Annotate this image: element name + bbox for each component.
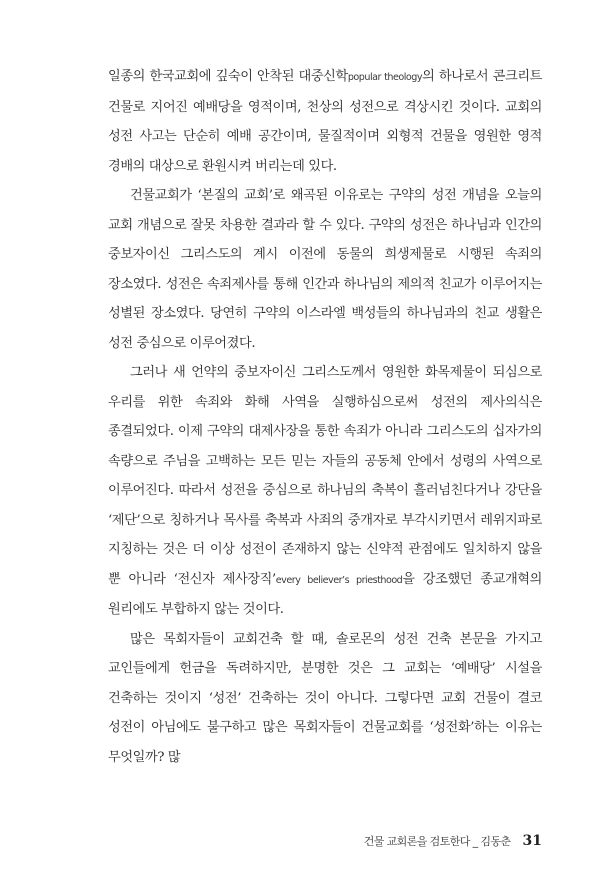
- paragraph-text: 일종의 한국교회에 깊숙이 안착된 대중신학: [108, 69, 348, 84]
- paragraph: [108, 62, 542, 181]
- paragraph: [108, 358, 542, 625]
- paragraph-text: 많은 목회자들이 교회건축 할 때, 솔로몬의 성전 건축 본문을 가지고 교인들에게 헌금을 독려하지만, 분명한 것은 그 교회는 ‘예배당’ 시설을 건축하는 것이지 ‘성전’ 건축하는 것이 아니다. 그렇다면 교회 건물이 결코 성전이 아님에도 불구하고 많은 목회자들이 건물교회를 ‘성전화’하는 이유는 무엇일까? 많: [108, 631, 542, 765]
- paragraph-text: 그러나 새 언약의 중보자이신 그리스도께서 영원한 화목제물이 되심으로 우리를 위한 속죄와 화해 사역을 실행하심으로써 성전의 제사의식은 종결되었다. 이제 구약의 대제사장을 통한 속죄가 아니라 그리스도의 십자가의 속량으로 주님을 고백하는 모든 믿는 자들의 공동체 안에서 성령의 사역으로 이루어진다. 따라서 성전을 중심으로 하나님의 축복이 흘러넘친다거나 강단을 ‘제단’으로 칭하거나 목사를 축복과 사죄의 중개자로 부각시키면서 레위지파로 지칭하는 것은 더 이상 성전이 존재하지 않는 신약적 관점에도 일치하지 않을 뿐 아니라 ‘전신자 제사장직’: [108, 365, 542, 587]
- page-number: 31: [522, 833, 542, 849]
- english-gloss: popular theology: [347, 72, 423, 83]
- paragraph: [108, 181, 542, 358]
- english-gloss: every believer’s priesthood: [275, 574, 403, 586]
- paragraph-text: 을 강조했던 종교개혁의 원리에도 부합하지 않는 것이다.: [108, 571, 542, 617]
- paragraph-text: 의 하나로서 콘크리트 건물로 지어진 예배당을 영적이며, 천상의 성전으로 격상시킨 것이다. 교회의 성전 사고는 단순히 예배 공간이며, 물질적이며 외형적 건물을 영원한 영적 경배의 대상으로 환원시켜 버리는데 있다.: [108, 69, 542, 174]
- page-footer: [330, 833, 542, 855]
- paragraph-text: 건물교회가 ‘본질의 교회’로 왜곡된 이유로는 구약의 성전 개념을 오늘의 교회 개념으로 잘못 차용한 결과라 할 수 있다. 구약의 성전은 하나님과 인간의 중보자이신 그리스도의 계시 이전에 동물의 희생제물로 시행된 속죄의 장소였다. 성전은 속죄제사를 통해 인간과 하나님의 제의적 친교가 이루어지는 성별된 장소였다. 당연히 구약의 이스라엘 백성들의 하나님과의 친교 생활은 성전 중심으로 이루어졌다.: [108, 188, 542, 351]
- body-text: [108, 62, 542, 772]
- running-title: 건물 교회론을 검토한다 _ 김동춘: [363, 835, 511, 848]
- paragraph: [108, 625, 542, 773]
